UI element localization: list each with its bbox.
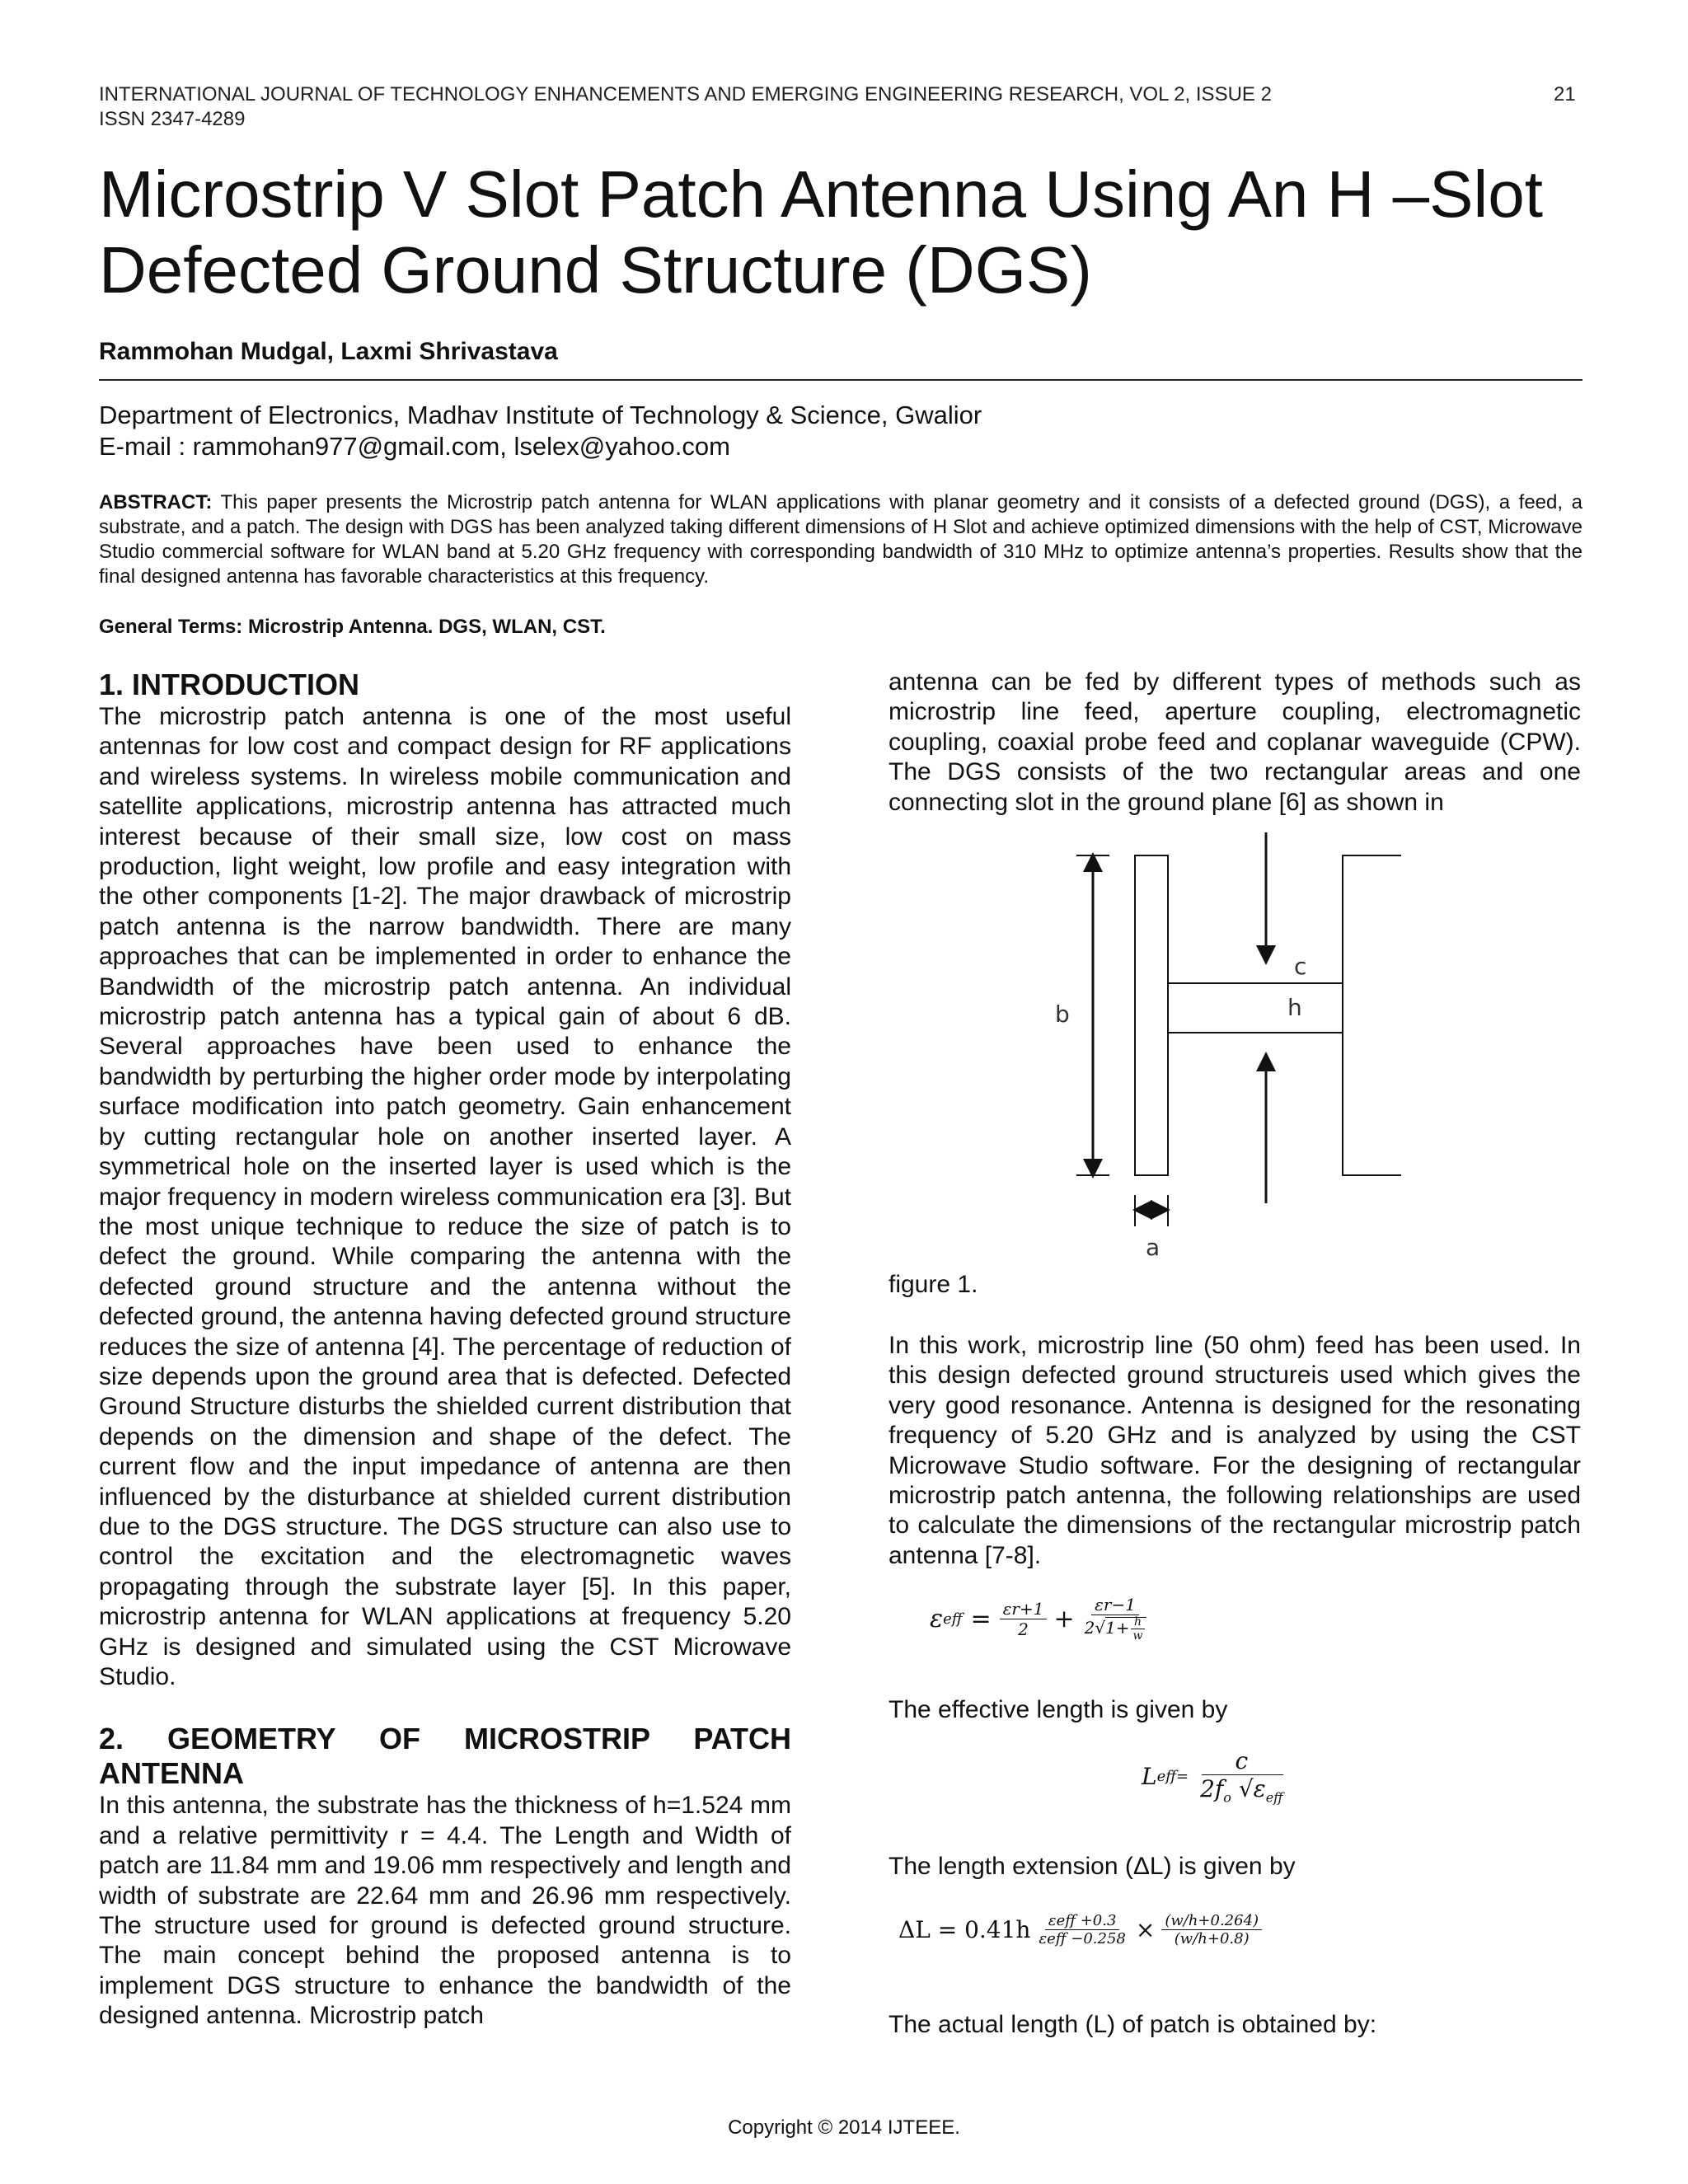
label-a: a [1146, 1234, 1160, 1261]
label-h: h [1287, 994, 1302, 1021]
equation-eps-eff: ε eff = $\frac{\varepsilon r+1}{2}$ + εr−1 2√1+ $\frac{h}{w}$ [930, 1595, 1150, 1643]
journal-header: INTERNATIONAL JOURNAL OF TECHNOLOGY ENHANCEMENTS AND EMERGING ENGINEERING RESEARCH, VOL 2, ISSUE 2 [99, 83, 1272, 105]
affiliation: Department of Electronics, Madhav Institute of Technology & Science, Gwalior [99, 401, 982, 429]
issn: ISSN 2347-4289 [99, 108, 246, 130]
h-slot-dgs-figure [1022, 832, 1401, 1277]
authors: Rammohan Mudgal, Laxmi Shrivastava [99, 338, 558, 365]
general-terms: General Terms: Microstrip Antenna. DGS, WLAN, CST. [99, 616, 606, 638]
label-b: b [1055, 1001, 1070, 1028]
abstract-label: ABSTRACT: [99, 491, 213, 513]
text-effective-length: The effective length is given by [889, 1696, 1228, 1723]
copyright-footer: Copyright © 2014 IJTEEE. [728, 2116, 960, 2139]
left-slot-rect [1135, 855, 1168, 1175]
section-2-body: In this antenna, the substrate has the thickness of h=1.524 mm and a relative permittivity r = 4.4. The Length and Width of patch are 11.84 mm and 19.06 mm respectively and length and width of substrate are 22.64 mm and 26.96 mm respectively. The structure used for ground is defected ground structure. The main concept behind the proposed antenna is to implement DGS structure to enhance the bandwidth of the designed antenna. Microstrip patch [99, 1792, 791, 2030]
equation-delta-l: ΔL = 0.41h $\frac{\text{εeff +0.3}}{\text{εeff −0.258}}$ × $\frac{(w/h+0.264)}{(w/h+0.8)}$ [898, 1912, 1262, 1947]
abstract [99, 490, 1582, 589]
title-line-1: Microstrip V Slot Patch Antenna Using An H –Slot [99, 157, 1543, 231]
right-column-para-2 [889, 1331, 1581, 1571]
right-column-para-1 [889, 668, 1581, 818]
email: E-mail : rammohan977@gmail.com, lselex@yahoo.com [99, 432, 730, 461]
equation-l-eff: L eff= $\frac{c}{2f_o √\varepsilon_{eff}}$ [1142, 1747, 1283, 1806]
paper-title [99, 157, 1599, 308]
header-divider [99, 379, 1582, 381]
right-slot-rect [1343, 855, 1401, 1175]
page-number: 21 [1554, 83, 1576, 105]
col2-paragraph-1: antenna can be fed by different types of methods such as microstrip line feed, aperture coupling, electromagnetic coupling, coaxial probe feed and coplanar waveguide (CPW). The DGS consists of the two rectangular areas and one connecting slot in the ground plane [6] as shown in [889, 668, 1581, 816]
section-2-heading-line-1: 2. GEOMETRY OF MICROSTRIP PATCH [99, 1722, 791, 1756]
figure-caption: figure 1. [889, 1271, 978, 1298]
text-length-extension: The length extension (ΔL) is given by [889, 1853, 1296, 1880]
title-line-2: Defected Ground Structure (DGS) [99, 233, 1092, 307]
col2-paragraph-2: In this work, microstrip line (50 ohm) feed has been used. In this design defected ground structureis used which gives the very good resonance. Antenna is designed for the resonating frequency of 5.20 GHz and is analyzed by using the CST Microwave Studio software. For the designing of rectangular microstrip patch antenna, the following relationships are used to calculate the dimensions of the rectangular microstrip patch antenna [7-8]. [889, 1332, 1581, 1569]
abstract-text: This paper presents the Microstrip patch antenna for WLAN applications with planar geometry and it consists of a defected ground (DGS), a feed, a substrate, and a patch. The design with DGS has been analyzed taking different dimensions of H Slot and achieve optimized dimensions with the help of CST, Microwave Studio commercial software for WLAN band at 5.20 GHz frequency with corresponding bandwidth of 310 MHz to optimize antenna’s properties. Results show that the final designed antenna has favorable characteristics at this frequency. [99, 491, 1582, 588]
left-column [99, 668, 791, 2032]
text-actual-length: The actual length (L) of patch is obtained by: [889, 2011, 1377, 2038]
affiliation-block [99, 400, 982, 462]
section-1-body: The microstrip patch antenna is one of the most useful antennas for low cost and compact design for RF applications and wireless systems. In wireless mobile communication and satellite applications, microstrip antenna has attracted much interest because of their small size, low cost on mass production, light weight, low profile and easy integration with the other components [1-2]. The major drawback of microstrip patch antenna is the narrow bandwidth. There are many approaches that can be implemented in order to enhance the Bandwidth of the microstrip patch antenna. An individual microstrip patch antenna has a typical gain of about 6 dB. Several approaches have been used to enhance the bandwidth by perturbing the higher order mode by interpolating surface modification into patch geometry. Gain enhancement by cutting rectangular hole on another inserted layer. A symmetrical hole on the inserted layer is used which is the major frequency in modern wireless communication era [3]. But the most unique technique to reduce the size of patch is to defect the ground. While comparing the antenna with the defected ground structure and the antenna without the defected ground, the antenna having defected ground structure reduces the size of antenna [4]. The percentage of reduction of size depends upon the ground area that is defected. Defected Ground Structure disturbs the shielded current distribution that depends on the dimension and shape of the defect. The current flow and the input impedance of antenna are then influenced by the disturbance at shielded current distribution due to the DGS structure. The DGS structure can also use to control the excitation and the electromagnetic waves propagating through the substrate layer [5]. In this paper, microstrip antenna for WLAN applications at frequency 5.20 GHz is designed and simulated using the CST Microwave Studio. [99, 703, 791, 1690]
section-2-heading-line-2: ANTENNA [99, 1756, 244, 1791]
label-c: c [1294, 953, 1307, 980]
section-1-heading: 1. INTRODUCTION [99, 668, 360, 701]
connecting-slot [1168, 983, 1343, 1033]
